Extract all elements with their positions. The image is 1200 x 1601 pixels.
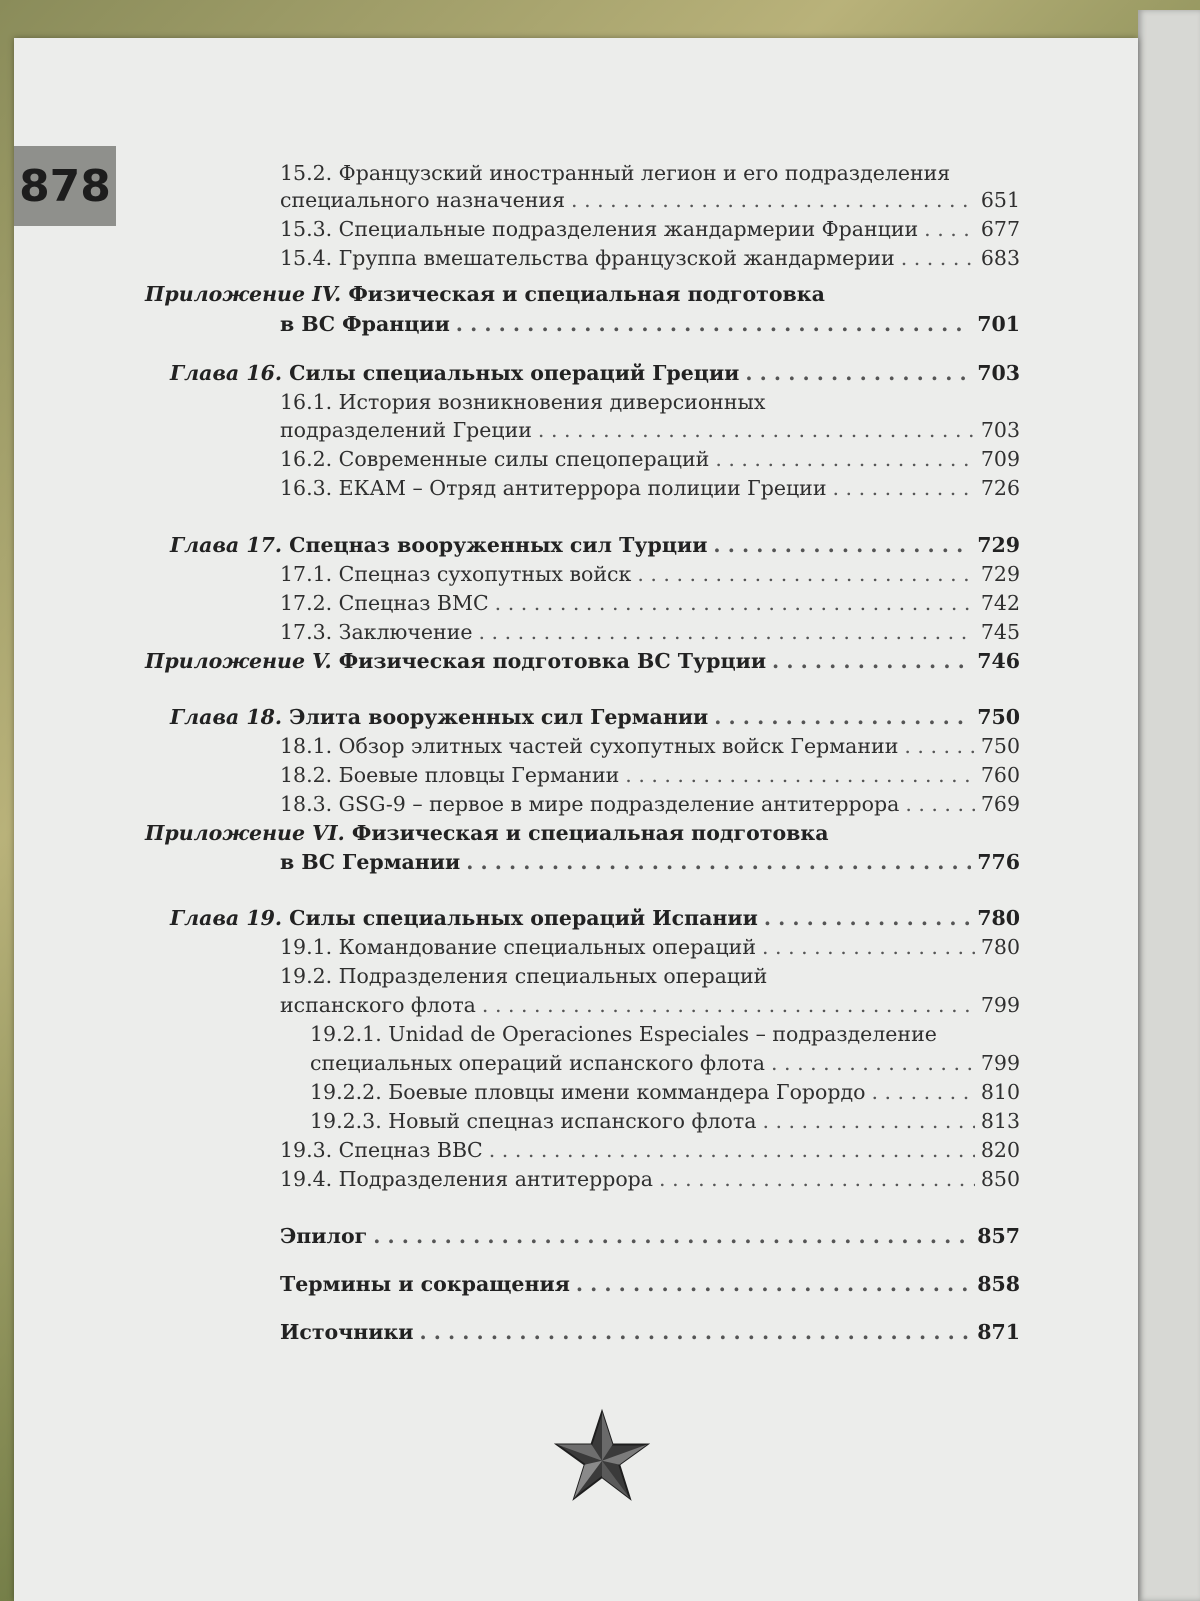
toc-page: 813 [980,1109,1020,1133]
toc-page: 810 [980,1080,1020,1104]
chapter-entry [170,531,1020,559]
toc-entry-text: 19.2.3. Новый спецназ испанского флота [310,1109,757,1133]
appendix-heading [145,280,825,308]
toc-entry [310,1049,1020,1077]
toc-entry-text: специального назначения [280,188,566,212]
toc-entry [280,1165,1020,1193]
appendix-label: Приложение V. [145,649,332,673]
toc-page: 729 [977,533,1020,557]
toc-entry [280,474,1020,502]
toc-page: 799 [980,993,1020,1017]
toc-entry-text: 17.2. Спецназ ВМС [280,591,489,615]
chapter-title: Силы специальных операций Греции [289,361,740,385]
toc-entry-text: испанского флота [280,993,476,1017]
toc-entry [310,1078,1020,1106]
toc-page: 745 [980,620,1020,644]
toc-entry-text: 17.1. Спецназ сухопутных войск [280,562,632,586]
toc-entry-text: 18.3. GSG-9 – первое в мире подразделение антитеррора [280,792,900,816]
toc-entry-text: в ВС Германии [280,850,461,874]
toc-page: 729 [980,562,1020,586]
toc-entry-text: Источники [280,1320,414,1344]
chapter-entry [170,359,1020,387]
page-number: 878 [14,146,116,226]
toc-page: 857 [977,1224,1020,1248]
toc-page: 746 [977,649,1020,673]
toc-page: 769 [980,792,1020,816]
toc-entry-text: 19.3. Спецназ ВВС [280,1138,483,1162]
toc-page: 799 [980,1051,1020,1075]
appendix-entry [145,647,1020,675]
toc-entry-text: 19.2.1. Unidad de Operaciones Especiales – подразделение [310,1022,937,1046]
toc-entry [280,215,1020,243]
toc-entry-text: в ВС Франции [280,312,450,336]
toc-page: 776 [977,850,1020,874]
toc-page: 651 [980,188,1020,212]
toc-entry [280,991,1020,1019]
chapter-title: Спецназ вооруженных сил Турции [289,533,708,557]
toc-entry [280,589,1020,617]
chapter-title: Силы специальных операций Испании [289,906,758,930]
toc-entry-text: подразделений Греции [280,418,532,442]
toc-page: 742 [980,591,1020,615]
toc-entry [280,244,1020,272]
appendix-heading [145,819,828,847]
table-of-contents [14,38,1138,1601]
toc-entry-text: 15.4. Группа вмешательства французской жандармерии [280,246,895,270]
star-icon [554,1408,650,1504]
toc-entry [280,416,1020,444]
toc-entry [280,790,1020,818]
toc-entry [280,848,1020,876]
chapter-label: Глава 16. [170,361,282,385]
appendix-label: Приложение VI. [145,821,345,845]
toc-entry-text: 19.4. Подразделения антитеррора [280,1167,654,1191]
next-page-edge [1138,10,1200,1601]
book-page [14,38,1138,1601]
toc-page: 750 [980,734,1020,758]
toc-entry-text: специальных операций испанского флота [310,1051,765,1075]
toc-entry-text: 15.3. Специальные подразделения жандармерии Франции [280,217,919,241]
toc-entry [280,1318,1020,1346]
toc-page: 709 [980,447,1020,471]
toc-entry [280,933,1020,961]
toc-page: 683 [980,246,1020,270]
appendix-title: Физическая подготовка ВС Турции [338,649,767,673]
appendix-title: Физическая и специальная подготовка [348,282,825,306]
toc-entry-text: 18.1. Обзор элитных частей сухопутных войск Германии [280,734,899,758]
toc-entry-text: 16.3. ЕКАМ – Отряд антитеррора полиции Греции [280,476,827,500]
toc-entry-text: 19.2. Подразделения специальных операций [280,964,768,988]
toc-entry [280,186,1020,214]
chapter-entry [170,904,1020,932]
toc-entry [310,1107,1020,1135]
toc-page: 703 [977,361,1020,385]
chapter-label: Глава 19. [170,906,282,930]
toc-entry-text: 18.2. Боевые пловцы Германии [280,763,620,787]
toc-page: 858 [977,1272,1020,1296]
toc-entry-text: 17.3. Заключение [280,620,473,644]
toc-page: 780 [977,906,1020,930]
toc-page: 677 [980,217,1020,241]
toc-entry-text: 16.1. История возникновения диверсионных [280,390,766,414]
toc-entry [280,310,1020,338]
toc-page: 750 [977,705,1020,729]
toc-entry-text: Термины и сокращения [280,1272,570,1296]
toc-entry [280,761,1020,789]
toc-entry [280,445,1020,473]
toc-entry [280,732,1020,760]
toc-page: 760 [980,763,1020,787]
toc-page: 780 [980,935,1020,959]
toc-page: 850 [980,1167,1020,1191]
toc-entry [280,1222,1020,1250]
chapter-label: Глава 18. [170,705,282,729]
appendix-label: Приложение IV. [145,282,342,306]
chapter-label: Глава 17. [170,533,282,557]
toc-page: 820 [980,1138,1020,1162]
toc-page: 726 [980,476,1020,500]
toc-page: 871 [977,1320,1020,1344]
chapter-entry [170,703,1020,731]
toc-page: 701 [977,312,1020,336]
toc-entry-text: 19.1. Командование специальных операций [280,935,756,959]
toc-entry-text: 16.2. Современные силы спецопераций [280,447,710,471]
toc-entry-text: Эпилог [280,1224,368,1248]
chapter-title: Элита вооруженных сил Германии [289,705,709,729]
appendix-title: Физическая и специальная подготовка [351,821,829,845]
toc-entry [280,560,1020,588]
toc-entry [280,1136,1020,1164]
toc-entry-text: 15.2. Французский иностранный легион и его подразделения [280,161,951,185]
toc-entry [280,618,1020,646]
toc-entry-text: 19.2.2. Боевые пловцы имени коммандера Горордо [310,1080,866,1104]
toc-entry [280,1270,1020,1298]
toc-page: 703 [980,418,1020,442]
